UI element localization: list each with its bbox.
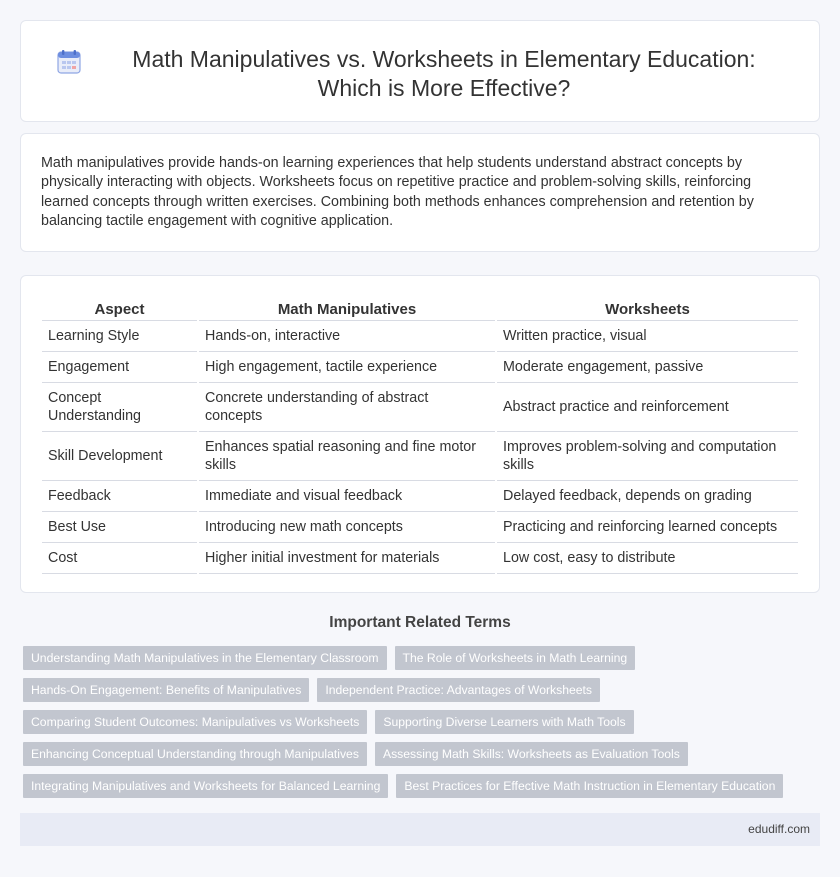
table-cell: Concrete understanding of abstract concepts (198, 383, 496, 432)
table-row (42, 512, 798, 543)
table-cell: Practicing and reinforcing learned concepts (496, 512, 798, 543)
term-tag[interactable]: Best Practices for Effective Math Instruction in Elementary Education (396, 774, 783, 798)
table-cell: Learning Style (42, 321, 198, 352)
site-name[interactable]: edudiff.com (748, 822, 810, 836)
term-row (23, 646, 823, 670)
column-header: Worksheets (496, 296, 798, 321)
column-header: Math Manipulatives (198, 296, 496, 321)
term-tag[interactable]: Understanding Math Manipulatives in the Elementary Classroom (23, 646, 387, 670)
related-terms-title: Important Related Terms (329, 614, 511, 631)
intro-card (20, 133, 820, 252)
column-header: Aspect (42, 296, 198, 321)
table-cell: Skill Development (42, 432, 198, 481)
table-cell: Improves problem-solving and computation skills (496, 432, 798, 481)
table-cell: Low cost, easy to distribute (496, 543, 798, 574)
term-tag[interactable]: Independent Practice: Advantages of Worksheets (317, 678, 600, 702)
table-cell: Delayed feedback, depends on grading (496, 481, 798, 512)
table-cell: Moderate engagement, passive (496, 352, 798, 383)
table-row (42, 321, 798, 352)
table-cell: High engagement, tactile experience (198, 352, 496, 383)
header-card (20, 20, 820, 122)
term-tag[interactable]: Assessing Math Skills: Worksheets as Evaluation Tools (375, 742, 688, 766)
table-cell: Hands-on, interactive (198, 321, 496, 352)
table-cell: Concept Understanding (42, 383, 198, 432)
table-cell: Introducing new math concepts (198, 512, 496, 543)
comparison-table (42, 296, 798, 574)
table-cell: Cost (42, 543, 198, 574)
table-cell: Engagement (42, 352, 198, 383)
term-row (23, 742, 823, 766)
table-row (42, 383, 798, 432)
footer (20, 813, 820, 846)
table-row (42, 543, 798, 574)
table-cell: Higher initial investment for materials (198, 543, 496, 574)
related-terms (23, 646, 823, 806)
term-tag[interactable]: Comparing Student Outcomes: Manipulatives vs Worksheets (23, 710, 367, 734)
table-cell: Feedback (42, 481, 198, 512)
table-header-row (42, 296, 798, 321)
table-row (42, 432, 798, 481)
table-cell: Best Use (42, 512, 198, 543)
comparison-card (20, 275, 820, 593)
table-cell: Immediate and visual feedback (198, 481, 496, 512)
term-tag[interactable]: Supporting Diverse Learners with Math Tools (375, 710, 633, 734)
term-tag[interactable]: The Role of Worksheets in Math Learning (395, 646, 636, 670)
term-row (23, 710, 823, 734)
calendar-icon (56, 49, 82, 75)
page-title: Math Manipulatives vs. Worksheets in Elementary Education: Which is More Effective? (132, 46, 756, 101)
term-row (23, 678, 823, 702)
term-tag[interactable]: Enhancing Conceptual Understanding through Manipulatives (23, 742, 367, 766)
term-tag[interactable]: Hands-On Engagement: Benefits of Manipulatives (23, 678, 309, 702)
table-cell: Enhances spatial reasoning and fine motor skills (198, 432, 496, 481)
intro-paragraph: Math manipulatives provide hands-on learning experiences that help students understand abstract concepts by physically interacting with objects. Worksheets focus on repetitive practice and problem-solving skills, reinforcing learned concepts through written exercises. Combining both methods enhances comprehension and retention by balancing tactile engagement with cognitive application. (41, 155, 754, 229)
table-row (42, 352, 798, 383)
table-cell: Written practice, visual (496, 321, 798, 352)
term-row (23, 774, 823, 798)
term-tag[interactable]: Integrating Manipulatives and Worksheets for Balanced Learning (23, 774, 388, 798)
header (21, 45, 819, 103)
table-row (42, 481, 798, 512)
table-cell: Abstract practice and reinforcement (496, 383, 798, 432)
